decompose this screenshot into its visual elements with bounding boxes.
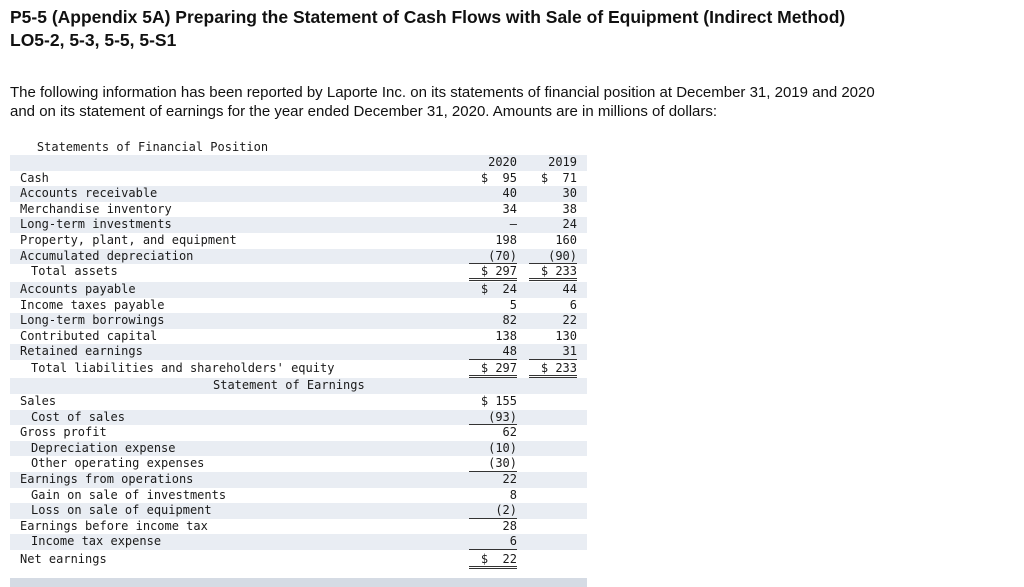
table-row [10,456,587,472]
value: 28 [502,518,517,533]
row-label: Long-term investments [20,217,172,232]
value: (10) [488,440,517,455]
value-2020: 40 [502,186,517,201]
value-2019: 130 [555,328,577,343]
table-row [10,329,587,345]
row-label: Long-term borrowings [20,313,165,328]
table-row [10,472,587,488]
value: $ 22 [467,552,517,568]
value: 62 [502,425,517,440]
table-row [10,171,587,187]
value: (93) [467,410,517,426]
financial-statements-table [10,140,587,587]
table-row-total [10,361,587,377]
row-label: Accounts receivable [20,186,158,201]
value-2020: 48 [467,344,517,360]
value-2020: $ 297 [467,264,517,280]
value-2020: 82 [502,313,517,328]
row-label: Loss on sale of equipment [31,503,212,518]
value-2019: 44 [562,282,577,296]
row-label: Accounts payable [20,282,136,296]
table-row [10,519,587,535]
table-row [10,186,587,202]
problem-intro-line1: The following information has been reported by Laporte Inc. on its statements of financial position at December 31, 2019 and 2020 [10,84,875,101]
table-row [10,344,587,360]
col-2020-header: 2020 [488,155,517,169]
value-2020: $ 95 [480,170,517,185]
row-label: Sales [20,394,57,408]
table-row-total [10,264,587,280]
value-2019: 38 [562,201,577,216]
table-row-total [10,552,587,568]
value-2019: 31 [527,344,577,360]
value-2019: 30 [562,186,577,201]
row-label: Cash [20,170,49,185]
value-2019: (90) [527,249,577,265]
row-label: Property, plant, and equipment [20,233,237,247]
row-label: Cost of sales [31,409,125,424]
row-label: Income taxes payable [20,297,165,312]
row-label: Merchandise inventory [20,201,172,216]
value-2019: $ 233 [527,264,577,280]
row-label: Gross profit [20,425,107,440]
soe-title-row [10,378,587,394]
problem-intro-line2: and on its statement of earnings for the year ended December 31, 2020. Amounts are in millions of dollars: [10,103,718,120]
problem-title-line1: P5-5 (Appendix 5A) Preparing the Statement of Cash Flows with Sale of Equipment (Indirect Method) [10,7,846,27]
value-2020: $ 24 [480,282,517,296]
table-row [10,534,587,550]
row-label: Gain on sale of investments [31,487,227,502]
row-label: Net earnings [20,552,107,566]
table-row [10,249,587,265]
row-label: Total liabilities and shareholders' equity [31,361,335,375]
value-2020: 198 [495,233,517,247]
table-row [10,202,587,218]
value-2020: $ 297 [467,361,517,377]
table-row [10,233,587,249]
table-row [10,441,587,457]
row-label: Accumulated depreciation [20,248,194,263]
table-row [10,217,587,233]
table-row [10,313,587,329]
value-2019: $ 71 [540,170,577,185]
table-row [10,282,587,298]
value-2020: – [509,217,517,232]
value: (2) [467,503,517,519]
table-row [10,425,587,441]
value-2019: 24 [562,217,577,232]
table-row [10,410,587,426]
table-row [10,298,587,314]
row-label: Earnings before income tax [20,518,208,533]
value-2019: 22 [562,313,577,328]
problem-title-line2: LO5-2, 5-3, 5-5, 5-S1 [10,30,177,50]
sfp-title: Statements of Financial Position [36,140,269,154]
row-label: Total assets [31,264,118,279]
value-2020: (70) [467,249,517,265]
row-label: Contributed capital [20,328,158,343]
sfp-header-row [10,155,587,171]
table-bottom-border [10,578,587,587]
problem-title [10,6,1010,52]
value: 8 [509,487,517,502]
value-2019: $ 233 [527,361,577,377]
value: 22 [502,472,517,486]
value-2019: 6 [569,297,577,312]
table-row [10,503,587,519]
value: $ 155 [480,394,517,408]
value-2020: 138 [495,328,517,343]
value-2020: 34 [502,201,517,216]
value-2020: 5 [509,297,517,312]
table-row [10,394,587,410]
row-label: Income tax expense [31,534,162,549]
row-label: Depreciation expense [31,440,176,455]
row-label: Other operating expenses [31,456,205,471]
problem-intro [10,83,1010,121]
value: 6 [467,534,517,550]
row-label: Earnings from operations [20,472,194,486]
value-2019: 160 [555,233,577,247]
value: (30) [467,456,517,472]
soe-title: Statement of Earnings [213,378,365,392]
col-2019-header: 2019 [548,155,577,169]
row-label: Retained earnings [20,344,143,359]
table-row [10,488,587,504]
